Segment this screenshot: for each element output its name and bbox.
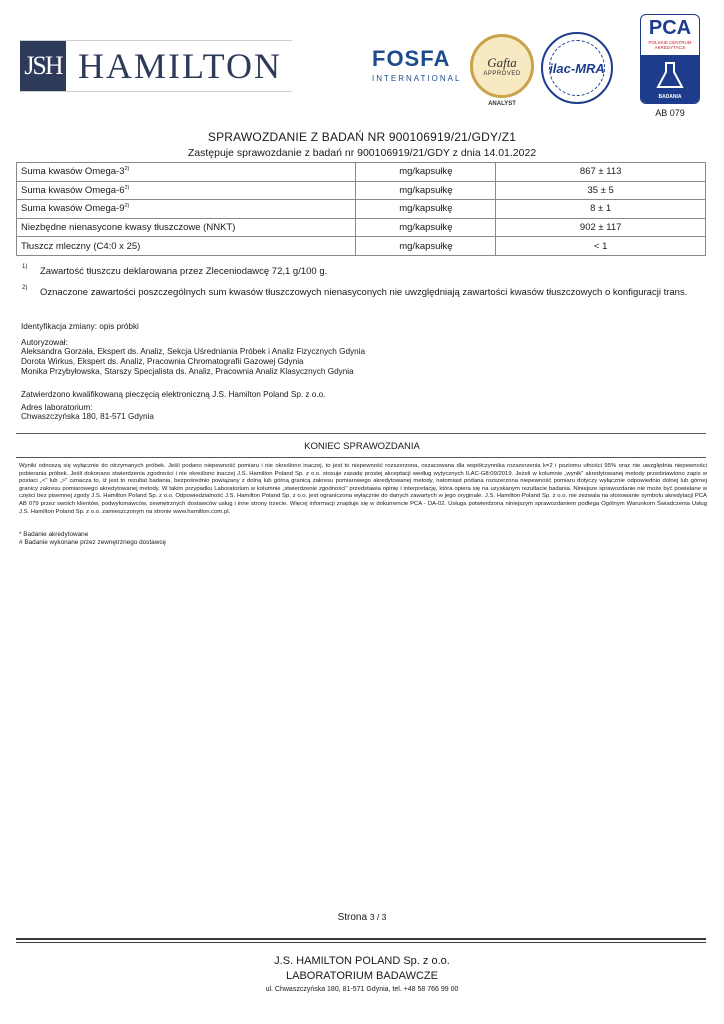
result-name: Suma kwasów Omega-3 bbox=[21, 166, 125, 178]
result-footnote-mark: 2) bbox=[124, 184, 130, 191]
footnote-1 bbox=[22, 266, 327, 277]
footer-divider bbox=[16, 938, 706, 940]
hamilton-logo-mark: JSH bbox=[20, 41, 66, 91]
ilac-ring bbox=[549, 40, 605, 96]
pca-logo-text: PCA bbox=[648, 17, 692, 39]
hamilton-logo-text: HAMILTON bbox=[78, 46, 283, 86]
footer-lab: LABORATORIUM BADAWCZE bbox=[286, 970, 438, 982]
legend-item: # Badanie wykonane przez zewnętrznego dostawcę bbox=[19, 538, 167, 546]
result-unit: mg/kapsułkę bbox=[356, 163, 496, 182]
footnote-2 bbox=[22, 287, 687, 298]
result-name-cell bbox=[17, 163, 356, 182]
gafta-logo-sub: APPROVED bbox=[483, 71, 521, 77]
fosfa-logo-text: FOSFA bbox=[372, 46, 451, 71]
table-row bbox=[17, 237, 706, 256]
report-subtitle: Zastępuje sprawozdanie z badań nr 900106919/21/GDY z dnia 14.01.2022 bbox=[187, 147, 537, 159]
result-name-cell bbox=[17, 200, 356, 219]
report-title: SPRAWOZDANIE Z BADAŃ NR 900106919/21/GDY/Z1 bbox=[207, 130, 517, 144]
result-unit: mg/kapsułkę bbox=[356, 181, 496, 200]
result-name-cell bbox=[17, 218, 356, 237]
legend-item: * Badanie akredytowane bbox=[19, 531, 89, 538]
results-table bbox=[16, 162, 706, 256]
table-row bbox=[17, 218, 706, 237]
lab-address-label: Adres laboratorium: bbox=[21, 403, 93, 412]
authorized-person: Monika Przybyłowska, Starszy Specjalista ds. Analiz, Pracownia Analiz Klasycznych Gdynia bbox=[21, 367, 354, 376]
accreditation-number: AB 079 bbox=[655, 108, 685, 118]
result-footnote-mark: 2) bbox=[124, 203, 130, 210]
footer-divider bbox=[16, 942, 706, 943]
ilac-logo-text: ilac-MRA bbox=[549, 60, 605, 76]
pca-logo-caption: BADANIA bbox=[658, 94, 682, 100]
authorized-label: Autoryzował: bbox=[21, 338, 68, 347]
result-value: 902 ± 117 bbox=[496, 218, 706, 237]
logo-top-rule bbox=[20, 40, 292, 41]
signature-note: Zatwierdzono kwalifikowaną pieczęcią elektroniczną J.S. Hamilton Poland Sp. z o.o. bbox=[21, 390, 326, 399]
result-name: Suma kwasów Omega-9 bbox=[21, 203, 125, 215]
page-value: 3 / 3 bbox=[369, 912, 387, 922]
result-unit: mg/kapsułkę bbox=[356, 237, 496, 256]
footnote-mark: 1) bbox=[22, 264, 28, 270]
authorized-person: Dorota Wirkus, Ekspert ds. Analiz, Pracownia Chromatografii Gazowej Gdynia bbox=[21, 357, 304, 366]
table-row bbox=[17, 163, 706, 182]
result-name: Tłuszcz mleczny (C4:0 x 25) bbox=[21, 240, 141, 252]
footer-address: ul. Chwaszczyńska 180, 81-571 Gdynia, tel. +48 58 766 99 00 bbox=[265, 986, 459, 993]
fosfa-logo-sub: INTERNATIONAL bbox=[372, 74, 462, 83]
fosfa-logo bbox=[372, 46, 468, 86]
footnote-text: Zawartość tłuszczu deklarowana przez Zleceniodawcę 72,1 g/100 g. bbox=[40, 266, 328, 277]
change-identification: Identyfikacja zmiany: opis próbki bbox=[21, 322, 139, 331]
footnote-mark: 2) bbox=[22, 285, 28, 291]
result-value: < 1 bbox=[496, 237, 706, 256]
result-name: Suma kwasów Omega-6 bbox=[21, 184, 125, 196]
page-label: Strona bbox=[337, 912, 368, 923]
footnote-text: Oznaczone zawartości poszczególnych sum kwasów tłuszczowych nienasyconych nie uwzględniają zawartości kwasów tłuszczowych o konfiguracji trans. bbox=[40, 287, 688, 298]
pca-logo bbox=[640, 14, 700, 104]
gafta-logo-text: Gafta bbox=[487, 55, 517, 70]
result-name-cell bbox=[17, 237, 356, 256]
flask-icon bbox=[651, 59, 689, 93]
result-footnote-mark: 2) bbox=[124, 166, 130, 173]
table-row bbox=[17, 181, 706, 200]
pca-logo-sub: POLSKIE CENTRUM AKREDYTACJI bbox=[648, 40, 692, 50]
divider bbox=[16, 457, 706, 458]
page-number bbox=[0, 912, 724, 923]
gafta-logo-caption: ANALYST bbox=[488, 101, 516, 107]
table-row bbox=[17, 200, 706, 219]
result-name: Niezbędne nienasycone kwasy tłuszczowe (NNKT) bbox=[21, 222, 236, 234]
result-value: 867 ± 113 bbox=[496, 163, 706, 182]
ilac-mra-logo bbox=[541, 32, 613, 104]
lab-address-value: Chwaszczyńska 180, 81-571 Gdynia bbox=[21, 412, 154, 421]
result-value: 8 ± 1 bbox=[496, 200, 706, 219]
hamilton-logo bbox=[20, 40, 292, 92]
gafta-logo bbox=[470, 34, 534, 107]
result-name-cell bbox=[17, 181, 356, 200]
authorized-person: Aleksandra Gorzała, Ekspert ds. Analiz, Sekcja Uśredniania Próbek i Analiz Fizycznych Gdynia bbox=[21, 347, 366, 356]
result-value: 35 ± 5 bbox=[496, 181, 706, 200]
logo-bottom-rule bbox=[20, 91, 292, 92]
legend bbox=[19, 531, 166, 547]
divider bbox=[16, 433, 706, 434]
disclaimer-text: Wyniki odnoszą się wyłącznie do otrzymanych próbek. Jeśli podano niepewność pomiaru i nie określono inaczej, to jest to niepewność rozszerzona, oszacowana dla współczynnika rozszerzenia k=2 i poziomu ufności 95% oraz nie uwzględnia niepewności pobierania próbek. Jeśli dokonano stwierdzenia zgodności i nie określono inaczej J.S. Hamilton Poland Sp. z o.o. stosuje zasadę prostej akceptacji według wytycznych ILAC-G8:09/2019. Jeżeli w kolumnie „wynik" akredytowanej metody przedstawiono zapis w postaci „<" lub „>" oznacza to, iż jest to rezultat badania, bezpośrednio powiązany z dolną lub górną granicą zakresu pomiarowego akredytowanej metody, natomiast podana rozszerzona niepewność pomiaru dotyczy wyłącznie odpowiednio dolnej lub górnej granicy zakresu pomiarowego akredytowanej metody. W takim przypadku Laboratorium w kolumnie „stwierdzenie zgodności" przedstawia opinię i interpretację, która opiera się na uzyskanym rezultacie badania. Niniejsze sprawozdanie nie może być powielane w części bez pisemnej zgody J.S. Hamilton Poland Sp. z o.o. Odpowiedzialność J.S. Hamilton Poland Sp. z o.o. jest ograniczona wyłącznie do danych zawartych w jego oryginale. J.S. Hamilton Poland Sp. z o.o. nie zezwala na stosowanie symbolu akredytacji PCA AB 079 przez swoich klientów, podwykonawców, zewnętrznych dostawców usług i inne strony trzecie. Więcej informacji znajduje się w dokumencie PCA - DA-02. Usługa potwierdzona niniejszym sprawozdaniem podlega Ogólnym Warunkom Świadczenia Usług J.S. Hamilton Poland Sp. z o.o. zamieszczonym na stronie www.hamilton.com.pl. bbox=[19, 463, 707, 515]
result-unit: mg/kapsułkę bbox=[356, 218, 496, 237]
footer-company: J.S. HAMILTON POLAND Sp. z o.o. bbox=[274, 955, 450, 967]
result-unit: mg/kapsułkę bbox=[356, 200, 496, 219]
end-of-report-title: KONIEC SPRAWOZDANIA bbox=[304, 441, 420, 452]
